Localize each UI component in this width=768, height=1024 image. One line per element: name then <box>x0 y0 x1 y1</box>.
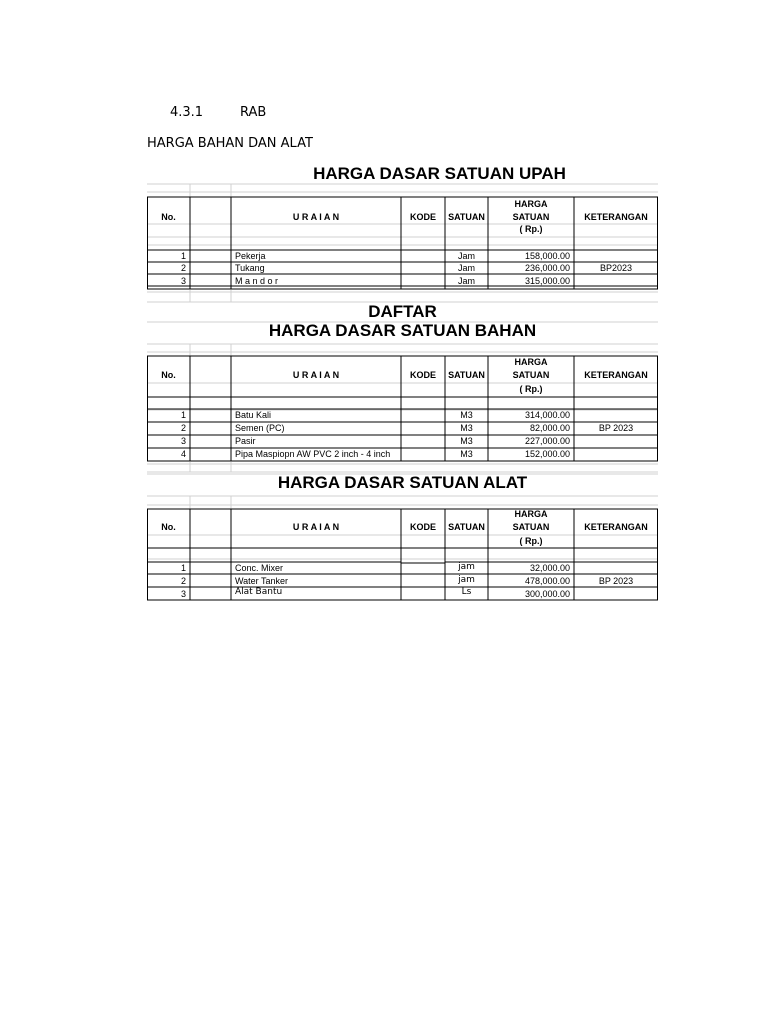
alat-row-uraian: Conc. Mixer <box>235 563 284 573</box>
bahan-row-no: 1 <box>180 410 186 420</box>
bahan-row-satuan: M3 <box>460 423 473 433</box>
alat-row-uraian: Alat Bantu <box>235 587 283 597</box>
upah-row-uraian: Pekerja <box>235 251 266 261</box>
col-no-header: No. <box>161 212 176 222</box>
col-no-header: No. <box>161 522 176 532</box>
alat-row-harga: 32,000.00 <box>529 563 570 573</box>
col-harga-header-3: ( Rp.) <box>519 224 543 234</box>
bahan-row-uraian: Batu Kali <box>235 410 272 420</box>
upah-row-satuan: Jam <box>457 251 475 261</box>
col-satuan-header: SATUAN <box>448 370 485 380</box>
bahan-row-no: 4 <box>180 449 186 459</box>
bahan-row-uraian: Semen (PC) <box>235 423 285 433</box>
upah-row-keterangan: BP2023 <box>599 263 633 273</box>
upah-row-harga: 236,000.00 <box>524 263 570 273</box>
upah-row-no: 2 <box>180 263 186 273</box>
bahan-row-keterangan: BP 2023 <box>598 423 634 433</box>
col-kode-header: KODE <box>409 522 436 532</box>
bahan-row-harga: 314,000.00 <box>524 410 570 420</box>
alat-row-uraian: Water Tanker <box>235 576 289 586</box>
alat-row-no: 3 <box>180 589 186 599</box>
upah-sheet <box>147 164 658 304</box>
alat-row-harga: 300,000.00 <box>524 589 570 599</box>
bahan-title-2: HARGA DASAR SATUAN BAHAN <box>268 321 537 340</box>
bahan-row-satuan: M3 <box>460 410 473 420</box>
col-harga-header-3: ( Rp.) <box>519 384 543 394</box>
col-harga-header-2: SATUAN <box>512 522 550 532</box>
section-number: 4.3.1 <box>170 105 204 120</box>
col-no-header: No. <box>161 370 176 380</box>
upah-grid <box>147 164 658 304</box>
col-kode-header: KODE <box>409 370 436 380</box>
col-harga-header-1: HARGA <box>514 199 548 209</box>
bahan-row-harga: 227,000.00 <box>524 436 570 446</box>
col-uraian-header: U R A I A N <box>292 522 340 532</box>
col-kode-header: KODE <box>409 212 436 222</box>
document-subtitle: HARGA BAHAN DAN ALAT <box>147 136 313 151</box>
col-keterangan-header: KETERANGAN <box>584 522 648 532</box>
alat-row-no: 2 <box>180 576 186 586</box>
upah-row-harga: 158,000.00 <box>524 251 570 261</box>
upah-row-no: 3 <box>180 276 186 286</box>
col-harga-header-2: SATUAN <box>512 370 550 380</box>
bahan-row-harga: 152,000.00 <box>524 449 570 459</box>
alat-sheet <box>147 472 658 604</box>
upah-row-uraian: Tukang <box>235 263 265 273</box>
alat-row-satuan: jam <box>458 562 475 572</box>
bahan-row-uraian: Pipa Maspiopn AW PVC 2 inch - 4 inch <box>235 449 391 459</box>
alat-row-keterangan: BP 2023 <box>598 576 634 586</box>
col-uraian-header: U R A I A N <box>292 370 340 380</box>
bahan-row-harga: 82,000.00 <box>529 423 570 433</box>
col-satuan-header: SATUAN <box>448 522 485 532</box>
upah-row-satuan: Jam <box>457 263 475 273</box>
bahan-row-no: 2 <box>180 423 186 433</box>
bahan-row-uraian: Pasir <box>235 436 256 446</box>
col-harga-header-3: ( Rp.) <box>519 536 543 546</box>
section-title: RAB <box>240 105 267 120</box>
alat-row-no: 1 <box>180 563 186 573</box>
upah-row-satuan: Jam <box>457 276 475 286</box>
upah-row-uraian: M a n d o r <box>235 276 279 286</box>
alat-title: HARGA DASAR SATUAN ALAT <box>277 473 528 492</box>
bahan-row-satuan: M3 <box>460 436 473 446</box>
col-harga-header-1: HARGA <box>514 357 548 367</box>
bahan-title-1: DAFTAR <box>368 302 437 321</box>
col-keterangan-header: KETERANGAN <box>584 370 648 380</box>
alat-row-harga: 478,000.00 <box>524 576 570 586</box>
upah-row-no: 1 <box>180 251 186 261</box>
upah-title: HARGA DASAR SATUAN UPAH <box>313 164 566 183</box>
upah-row-harga: 315,000.00 <box>524 276 570 286</box>
col-uraian-header: U R A I A N <box>292 212 340 222</box>
col-keterangan-header: KETERANGAN <box>584 212 648 222</box>
bahan-row-no: 3 <box>180 436 186 446</box>
alat-row-satuan: Ls <box>461 587 472 597</box>
alat-row-satuan: jam <box>458 575 475 585</box>
col-harga-header-1: HARGA <box>514 509 548 519</box>
col-harga-header-2: SATUAN <box>512 212 550 222</box>
bahan-sheet <box>147 302 658 472</box>
col-satuan-header: SATUAN <box>448 212 485 222</box>
bahan-row-satuan: M3 <box>460 449 473 459</box>
